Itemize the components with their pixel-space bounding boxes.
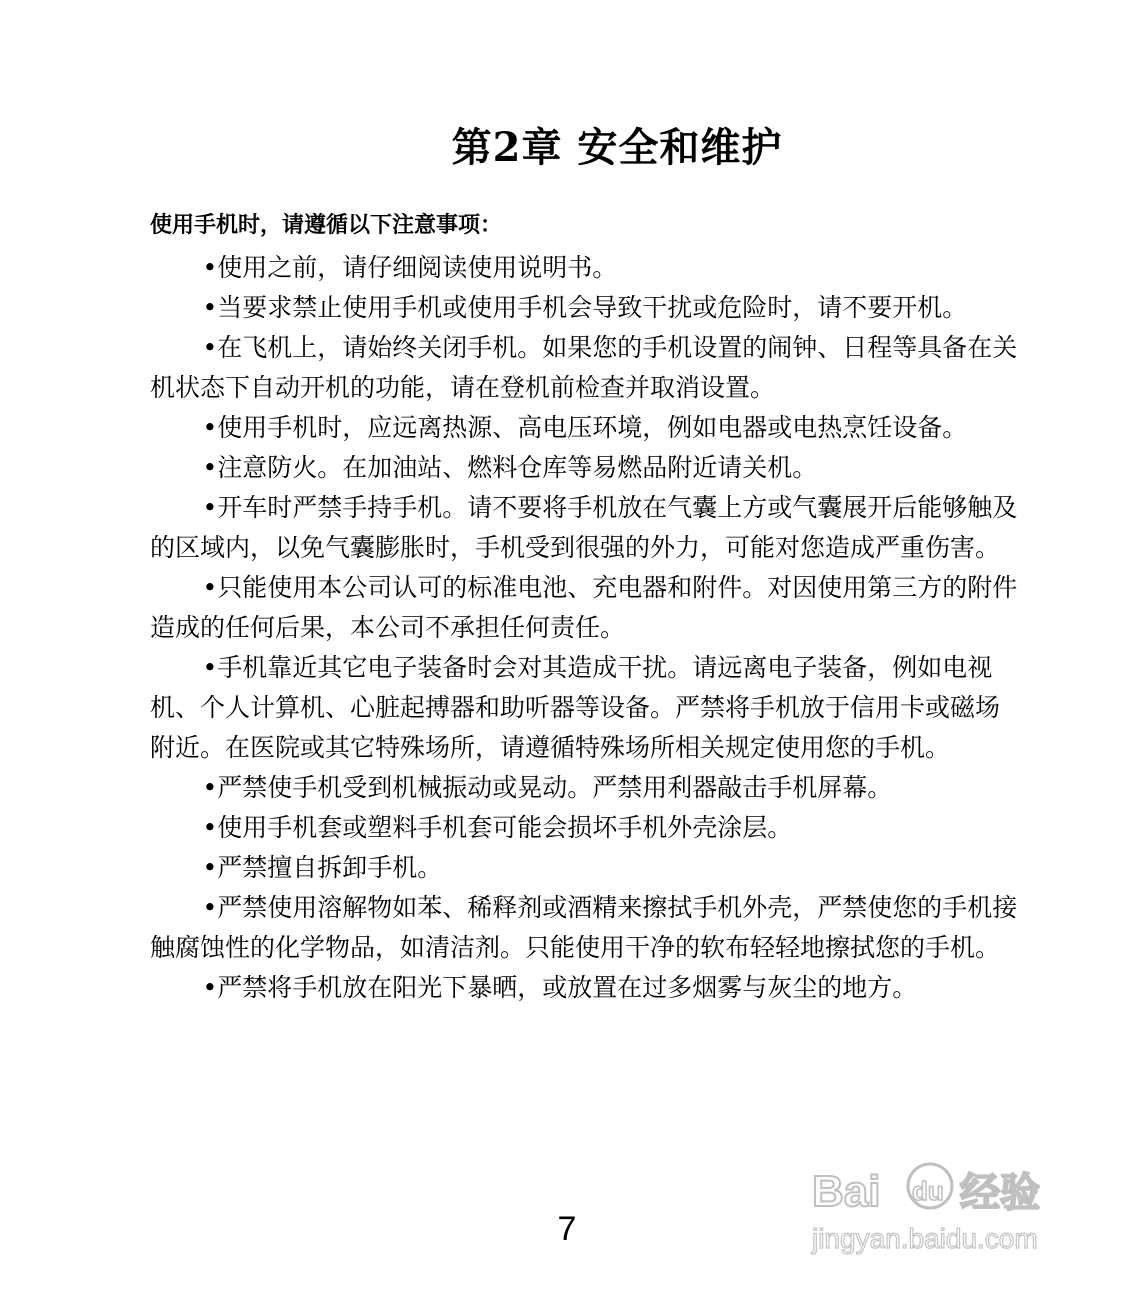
list-item: •注意防火。在加油站、燃料仓库等易燃品附近请关机。 [202, 453, 818, 482]
list-item: •严禁擅自拆卸手机。 [202, 853, 443, 882]
list-item: •在飞机上，请始终关闭手机。如果您的手机设置的闹钟、日程等具备在关机状态下自动开机的功能，请在登机前检查并取消设置。 [150, 333, 1018, 402]
chapter-title: 第2章 安全和维护 [451, 124, 783, 171]
watermark-brand-du: du [912, 1176, 944, 1206]
page-number: 7 [557, 1210, 577, 1248]
safety-list [150, 248, 1022, 1008]
list-item: •严禁将手机放在阳光下暴晒，或放置在过多烟雾与灰尘的地方。 [202, 973, 918, 1002]
intro-heading: 使用手机时，请遵循以下注意事项： [150, 213, 503, 238]
watermark-brand: Bai [812, 1167, 881, 1216]
watermark-brand-cn: 经验 [960, 1170, 1040, 1216]
list-item: •使用手机时，应远离热源、高电压环境，例如电器或电热烹饪设备。 [202, 413, 968, 442]
list-item: •严禁使用溶解物如苯、稀释剂或酒精来擦拭手机外壳，严禁使您的手机接触腐蚀性的化学物品，如清洁剂。只能使用干净的软布轻轻地擦拭您的手机。 [150, 893, 1018, 962]
list-item: •开车时严禁手持手机。请不要将手机放在气囊上方或气囊展开后能够触及的区域内，以免气囊膨胀时，手机受到很强的外力，可能对您造成严重伤害。 [150, 493, 1018, 562]
list-item: •使用手机套或塑料手机套可能会损坏手机外壳涂层。 [202, 813, 793, 842]
list-item: •严禁使手机受到机械振动或晃动。严禁用利器敲击手机屏幕。 [202, 773, 893, 802]
list-item: •只能使用本公司认可的标准电池、充电器和附件。对因使用第三方的附件造成的任何后果，本公司不承担任何责任。 [150, 573, 1018, 642]
list-item: •当要求禁止使用手机或使用手机会导致干扰或危险时，请不要开机。 [202, 293, 968, 322]
watermark-url: jingyan.baidu.com [812, 1223, 1038, 1254]
list-item: •使用之前，请仔细阅读使用说明书。 [202, 253, 618, 282]
list-item: •手机靠近其它电子装备时会对其造成干扰。请远离电子装备，例如电视机、个人计算机、心脏起搏器和助听器等设备。严禁将手机放于信用卡或磁场附近。在医院或其它特殊场所，请遵循特殊场所相关规定使用您的手机。 [150, 653, 1001, 762]
